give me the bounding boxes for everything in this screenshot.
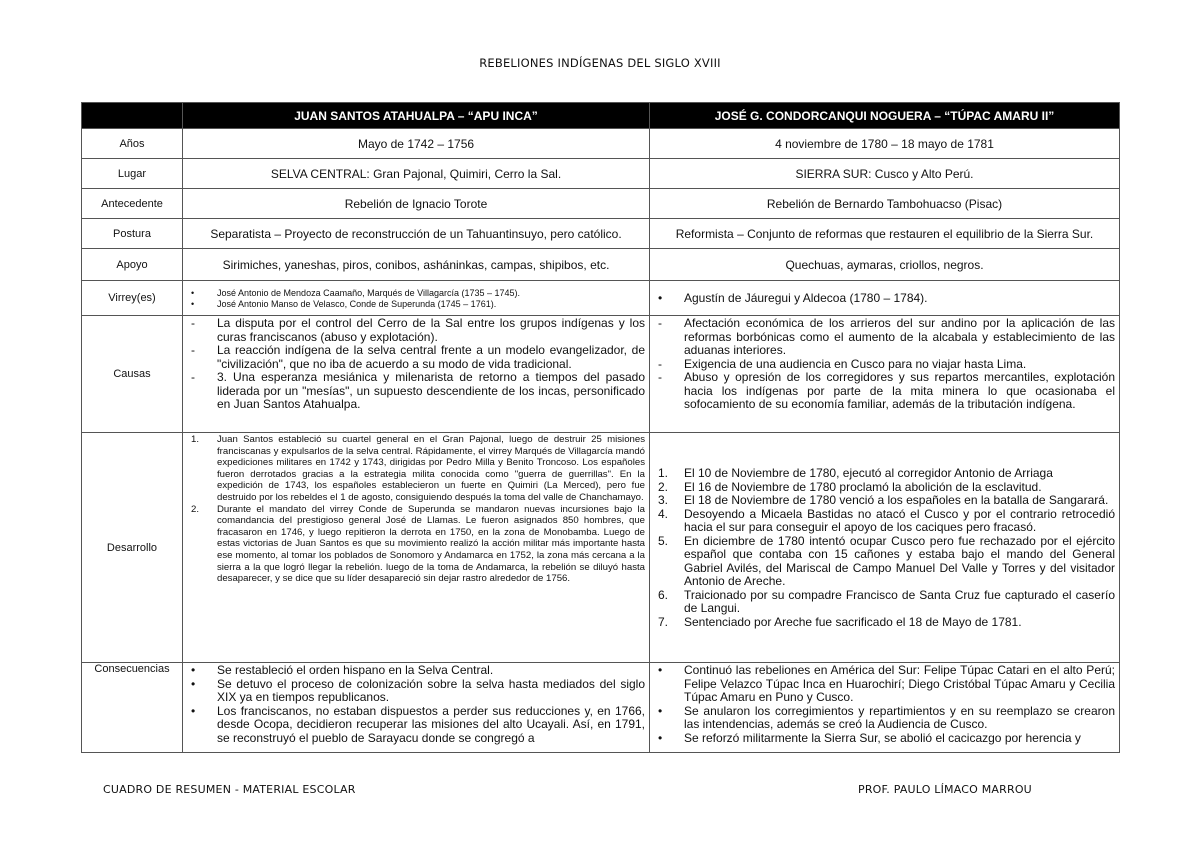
list-item — [654, 358, 1115, 372]
list-item — [187, 678, 645, 705]
table-row-antecedente — [82, 189, 1120, 219]
list-item-text: Desoyendo a Micaela Bastidas no atacó el Cusco y por el contrario retrocedió hacia el sur para conseguir el apoyo de los caciques pero fracasó. — [684, 506, 1115, 534]
cell-col2: SIERRA SUR: Cusco y Alto Perú. — [650, 159, 1120, 189]
cell-col1 — [183, 281, 650, 316]
list-item-text: Se anularon los corregimientos y repartimientos y en su reemplazo se crearon las intendencias, además se creó la Audiencia de Cusco. — [684, 703, 1115, 731]
list-item-text: El 16 de Noviembre de 1780 proclamó la abolición de la esclavitud. — [684, 479, 1042, 494]
list-item — [654, 481, 1115, 495]
list-marker: • — [191, 287, 195, 298]
table-row-desarrollo — [82, 433, 1120, 663]
header-col-juan-santos: JUAN SANTOS ATAHUALPA – “APU INCA” — [183, 103, 650, 129]
cell-col1: Rebelión de Ignacio Torote — [183, 189, 650, 219]
list-item — [654, 732, 1115, 746]
list-marker: - — [191, 370, 195, 384]
list-item-text: Sentenciado por Areche fue sacrificado el 18 de Mayo de 1781. — [684, 614, 1022, 629]
desarrollo-list-col2 — [654, 467, 1115, 629]
list-marker: • — [658, 663, 663, 677]
list-marker: 5. — [658, 533, 669, 548]
list-item — [654, 292, 1115, 306]
virrey-list-col2 — [654, 292, 1115, 306]
causas-list-col2 — [654, 317, 1115, 412]
list-item — [654, 705, 1115, 732]
list-marker: • — [191, 676, 196, 691]
list-marker: - — [191, 343, 195, 357]
list-item — [187, 504, 645, 585]
list-item — [187, 299, 645, 310]
cell-col2 — [650, 433, 1120, 663]
list-item — [187, 317, 645, 344]
list-marker: - — [658, 316, 662, 330]
cell-col2: Reformista – Conjunto de reformas que restauren el equilibrio de la Sierra Sur. — [650, 219, 1120, 249]
list-marker: 4. — [658, 506, 669, 521]
list-item — [654, 494, 1115, 508]
list-marker: 3. — [658, 493, 669, 507]
cell-col1: Mayo de 1742 – 1756 — [183, 129, 650, 159]
cell-col1 — [183, 433, 650, 663]
list-marker: • — [191, 298, 195, 309]
list-item-text: La disputa por el control del Cerro de la Sal entre los grupos indígenas y los curas franciscanos (abuso y explotación). — [217, 316, 645, 344]
list-item — [654, 589, 1115, 616]
list-item — [187, 705, 645, 746]
row-label: Virrey(es) — [82, 281, 183, 316]
list-item-text: En diciembre de 1780 intentó ocupar Cusco pero fue rechazado por el ejército español que contaba con 15 cañones y estaba bajo el mando del General Gabriel Avilés, del Mariscal de Campo Manuel Del Valle y Torres y del visitador Antonio de Areche. — [684, 533, 1115, 588]
list-marker: 2. — [191, 503, 200, 515]
list-marker: • — [658, 730, 663, 745]
desarrollo-list-col1 — [187, 434, 645, 585]
list-item — [654, 508, 1115, 535]
list-item — [187, 664, 645, 678]
list-marker: - — [658, 370, 662, 384]
list-item — [187, 288, 645, 299]
consecuencias-list-col2 — [654, 664, 1115, 745]
list-item — [654, 467, 1115, 481]
list-item-text: Se restableció el orden hispano en la Selva Central. — [217, 663, 494, 677]
list-item-text: Se reforzó militarmente la Sierra Sur, se abolió el cacicazgo por herencia y — [684, 730, 1081, 745]
list-item-text: Abuso y opresión de los corregidores y sus repartos mercantiles, explotación hacia los indígenas por parte de la mita minera lo que ocasionaba el sofocamiento de su economía familiar, además de la tributación indígena. — [684, 370, 1115, 411]
cell-col1: Separatista – Proyecto de reconstrucción de un Tahuantinsuyo, pero católico. — [183, 219, 650, 249]
cell-col2 — [650, 663, 1120, 753]
cell-col2: 4 noviembre de 1780 – 18 mayo de 1781 — [650, 129, 1120, 159]
table-row-apoyo — [82, 249, 1120, 281]
cell-col2 — [650, 316, 1120, 433]
list-marker: • — [191, 663, 196, 677]
cell-col1: SELVA CENTRAL: Gran Pajonal, Quimiri, Cerro la Sal. — [183, 159, 650, 189]
row-label: Antecedente — [82, 189, 183, 219]
list-marker: • — [191, 703, 196, 718]
list-item-text: Continuó las rebeliones en América del Sur: Felipe Túpac Catari en el alto Perú; Felipe Velazco Túpac Inca en Huarochirí; Diego Cristóbal Túpac Amaru y Cecilia Túpac Amaru en Puno y Cusco. — [684, 663, 1115, 704]
header-empty-cell — [82, 103, 183, 129]
list-item-text: Afectación económica de los arrieros del sur andino por la aplicación de las reformas borbónicas como el aumento de la alcabala y establecimiento de las aduanas interiores. — [684, 316, 1115, 357]
causas-list-col1 — [187, 317, 645, 412]
list-marker: 1. — [191, 434, 200, 445]
list-item-text: Exigencia de una audiencia en Cusco para no viajar hasta Lima. — [684, 356, 1027, 371]
list-item-text: El 18 de Noviembre de 1780 venció a los españoles en la batalla de Sangarará. — [684, 493, 1109, 507]
list-item-text: Se detuvo el proceso de colonización sobre la selva hasta mediados del siglo XIX ya en tiempos republicanos. — [217, 676, 645, 704]
list-marker: • — [658, 290, 663, 305]
list-item-text: Los franciscanos, no estaban dispuestos a perder sus reducciones y, en 1766, desde Ocopa, decidieron recuperar las misiones del alto Ucayali. Así, en 1791, se reconstruyó el pueblo de Sarayacu donde se congregó a — [217, 703, 645, 745]
list-item-text: Agustín de Jáuregui y Aldecoa (1780 – 1784). — [684, 290, 928, 305]
row-label: Postura — [82, 219, 183, 249]
list-marker: • — [658, 703, 663, 718]
list-marker: - — [658, 356, 662, 371]
list-item-text: La reacción indígena de la selva central frente a un modelo evangelizador, de "civilización", que no iba de acuerdo a su modo de vida tradicional. — [217, 343, 645, 371]
list-item-text: Durante el mandato del virrey Conde de Superunda se mandaron nuevas incursiones bajo la comandancia del prestigioso general José de Llamas. Le fueron asignados 850 hombres, que fracasaron en 1746, y luego repitieron la derrota en 1750, en la zona de Monobamba. Luego de estas victorias de Juan Santos es que su movimiento realizó la acción militar más importante hasta ese momento, al tomar los poblados de Sonomoro y Andamarca en 1752, la zona más cercana a la sierra a la que logró llegar la rebelión. luego de la toma de Andamarca, la rebelión se diluyó hasta desaparecer, y se dice que su líder desapareció sin dejar rastro alrededor de 1756. — [217, 503, 645, 585]
row-label: Consecuencias — [82, 663, 183, 753]
list-item — [654, 535, 1115, 589]
table-row-consecuencias — [82, 663, 1120, 753]
header-col-tupac-amaru: JOSÉ G. CONDORCANQUI NOGUERA – “TÚPAC AMARU II” — [650, 103, 1120, 129]
row-label: Años — [82, 129, 183, 159]
list-item — [187, 434, 645, 504]
consecuencias-list-col1 — [187, 664, 645, 745]
footer-right: PROF. PAULO LÍMACO MARROU — [858, 783, 1032, 796]
summary-table — [81, 102, 1120, 753]
cell-col1 — [183, 663, 650, 753]
list-marker: 1. — [658, 466, 669, 480]
cell-col2: Rebelión de Bernardo Tambohuacso (Pisac) — [650, 189, 1120, 219]
table-row-lugar — [82, 159, 1120, 189]
cell-col2: Quechuas, aymaras, criollos, negros. — [650, 249, 1120, 281]
row-label: Lugar — [82, 159, 183, 189]
list-item-text: Juan Santos estableció su cuartel general en el Gran Pajonal, luego de destruir 25 misiones franciscanas y expulsarlos de la selva central. Rápidamente, el virrey Marqués de Villagarcía mandó expediciones militares en 1742 y 1743, dirigidas por Pedro Milla y Benito Troncoso. Los españoles fueron derrotados gracias a la estrategia milita conocida como "guerra de guerrillas". En la expedición de 1743, los españoles establecieron un fuerte en Quimiri (La Merced), pero fue destruido por los rebeldes el 1 de agosto, consiguiendo después la toma del valle de Chanchamayo. — [217, 434, 645, 503]
table-header-row — [82, 103, 1120, 129]
list-item — [654, 317, 1115, 358]
list-marker: 7. — [658, 614, 669, 629]
list-item-text: José Antonio Manso de Velasco, Conde de Superunda (1745 – 1761). — [217, 298, 497, 309]
cell-col1 — [183, 316, 650, 433]
footer-left: CUADRO DE RESUMEN - MATERIAL ESCOLAR — [103, 783, 356, 796]
row-label: Desarrollo — [82, 433, 183, 663]
list-item — [654, 664, 1115, 705]
list-item — [654, 371, 1115, 412]
page-title: REBELIONES INDÍGENAS DEL SIGLO XVIII — [479, 56, 721, 70]
table-row-virreyes — [82, 281, 1120, 316]
list-item-text: 3. Una esperanza mesiánica y milenarista de retorno a tiempos del pasado liderada por un "mesías", un supuesto descendiente de los incas, personificado en Juan Santos Atahualpa. — [217, 370, 645, 411]
list-item-text: El 10 de Noviembre de 1780, ejecutó al corregidor Antonio de Arriaga — [684, 466, 1053, 480]
virrey-list-col1 — [187, 288, 645, 310]
table-row-anios — [82, 129, 1120, 159]
table-row-postura — [82, 219, 1120, 249]
list-item — [187, 344, 645, 371]
row-label: Causas — [82, 316, 183, 433]
row-label: Apoyo — [82, 249, 183, 281]
list-item — [654, 616, 1115, 630]
cell-col1: Sirimiches, yaneshas, piros, conibos, asháninkas, campas, shipibos, etc. — [183, 249, 650, 281]
list-item-text: José Antonio de Mendoza Caamaño, Marqués de Villagarcía (1735 – 1745). — [217, 287, 521, 298]
list-marker: 2. — [658, 479, 669, 494]
table-row-causas — [82, 316, 1120, 433]
list-item — [187, 371, 645, 412]
list-marker: 6. — [658, 587, 669, 602]
list-marker: - — [191, 316, 195, 330]
list-item-text: Traicionado por su compadre Francisco de Santa Cruz fue capturado el caserío de Langui. — [684, 587, 1115, 615]
cell-col2 — [650, 281, 1120, 316]
